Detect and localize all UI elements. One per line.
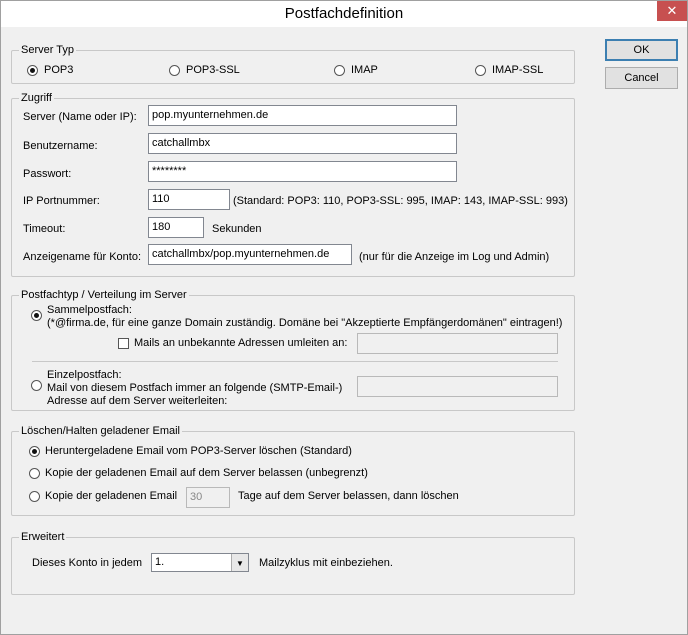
timeout-input[interactable]: 180 [148,217,204,238]
display-name-input[interactable]: catchallmbx/pop.myunternehmen.de [148,244,352,265]
title-bar [1,1,687,27]
server-input[interactable]: pop.myunternehmen.de [148,105,457,126]
forward-address-input[interactable] [357,376,558,397]
postfachtyp-separator [32,361,558,362]
cycle-suffix: Mailzyklus mit einbeziehen. [259,557,393,569]
einzelpostfach-title: Einzelpostfach: [47,369,122,381]
radio-keep-days[interactable] [29,491,40,502]
einzelpostfach-desc-1: Mail von diesem Postfach immer an folgende (SMTP-Email-) [47,382,343,394]
label-pop3: POP3 [44,64,74,76]
port-input[interactable]: 110 [148,189,230,210]
chevron-down-icon[interactable]: ▼ [231,554,248,572]
cycle-prefix: Dieses Konto in jedem [32,557,143,569]
radio-pop3[interactable] [27,65,38,76]
sammelpostfach-title: Sammelpostfach: [47,304,132,316]
port-label: IP Portnummer: [23,195,100,207]
username-input[interactable]: catchallmbx [148,133,457,154]
redirect-label: Mails an unbekannte Adressen umleiten an: [134,337,348,349]
server-label: Server (Name oder IP): [23,111,137,123]
radio-einzelpostfach[interactable] [31,380,42,391]
radio-imap-ssl[interactable] [475,65,486,76]
cycle-select[interactable] [151,553,249,572]
label-imap: IMAP [351,64,378,76]
radio-keep-unlimited[interactable] [29,468,40,479]
server-typ-legend: Server Typ [21,44,74,56]
label-imap-ssl: IMAP-SSL [492,64,544,76]
timeout-unit: Sekunden [212,223,262,235]
cycle-select-value: 1. [155,556,165,568]
cancel-button[interactable]: Cancel [605,67,678,89]
label-pop3-ssl: POP3-SSL [186,64,240,76]
timeout-label: Timeout: [23,223,66,235]
delete-emails-label: Heruntergeladene Email vom POP3-Server löschen (Standard) [45,445,352,457]
keep-days-label: Kopie der geladenen Email [45,490,178,502]
radio-pop3-ssl[interactable] [169,65,180,76]
keep-unlimited-label: Kopie der geladenen Email auf dem Server belassen (unbegrenzt) [45,467,368,479]
server-typ-group [11,50,575,84]
close-icon[interactable]: ✕ [657,1,687,21]
display-name-label: Anzeigename für Konto: [23,251,142,263]
window-title: Postfachdefinition [284,5,404,22]
keep-days-suffix: Tage auf dem Server belassen, dann löschen [238,490,459,502]
redirect-checkbox[interactable] [118,338,129,349]
keep-days-input[interactable]: 30 [186,487,230,508]
zugriff-legend: Zugriff [21,92,52,104]
erweitert-legend: Erweitert [21,531,65,543]
radio-sammelpostfach[interactable] [31,310,42,321]
display-name-hint: (nur für die Anzeige im Log und Admin) [359,251,550,263]
redirect-input[interactable] [357,333,558,354]
ok-button[interactable]: OK [605,39,678,61]
einzelpostfach-desc-2: Adresse auf dem Server weiterleiten: [47,395,228,407]
postfachtyp-legend: Postfachtyp / Verteilung im Server [21,289,187,301]
password-label: Passwort: [23,168,72,180]
radio-delete-emails[interactable] [29,446,40,457]
radio-imap[interactable] [334,65,345,76]
sammelpostfach-desc: (*@firma.de, für eine ganze Domain zuständig. Domäne bei "Akzeptierte Empfängerdomänen" eintragen!) [47,317,563,329]
loeschen-legend: Löschen/Halten geladener Email [21,425,180,437]
password-input[interactable]: ******** [148,161,457,182]
port-hint: (Standard: POP3: 110, POP3-SSL: 995, IMAP: 143, IMAP-SSL: 993) [233,195,568,207]
username-label: Benutzername: [23,140,98,152]
